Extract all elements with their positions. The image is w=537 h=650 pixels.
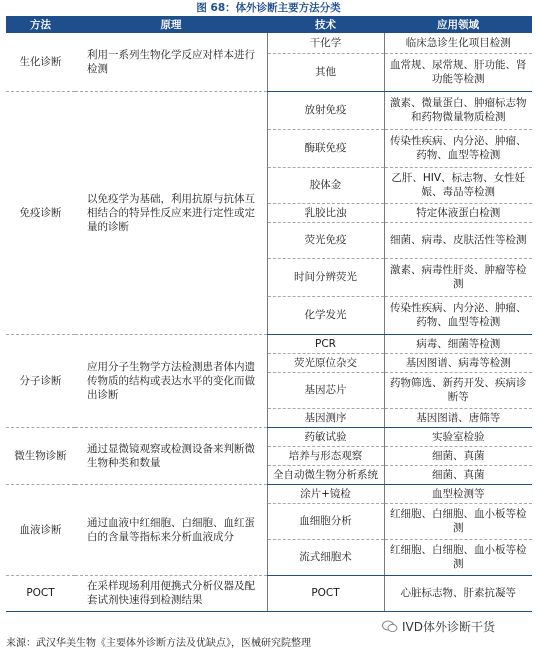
tech-cell: 胶体金 [267, 167, 384, 203]
principle-cell: 应用分子生物学方法检测患者体内遗传物质的结构或表达水平的变化而做出诊断 [75, 334, 267, 427]
method-cell: 分子诊断 [6, 334, 75, 427]
tech-cell: 全自动微生物分析系统 [267, 465, 384, 484]
tech-cell: 乳胶比浊 [267, 203, 384, 222]
application-cell: 血型检测等 [384, 484, 532, 503]
source-note: 来源：武汉华美生物《主要体外诊断方法及优缺点》，医械研究院整理 [6, 638, 311, 649]
tech-cell: 血细胞分析 [267, 503, 384, 539]
wechat-icon [382, 620, 398, 633]
method-cell: POCT [6, 575, 75, 611]
method-cell: 微生物诊断 [6, 427, 75, 484]
application-cell: 传染性疾病、内分泌、肿瘤、药物、血型等检测 [384, 129, 532, 167]
tech-cell: 酶联免疫 [267, 129, 384, 167]
application-cell: 激素、微量蛋白、肿瘤标志物和药物微量物质检测 [384, 91, 532, 129]
application-cell: 心脏标志物、肝素抗凝等 [384, 575, 532, 611]
header-application: 应用领域 [384, 17, 532, 34]
principle-cell: 以免疫学为基础，利用抗原与抗体互相结合的特异性反应来进行定性或定量的诊断 [75, 91, 267, 334]
tech-cell: 药敏试验 [267, 427, 384, 446]
tech-cell: 涂片+镜检 [267, 484, 384, 503]
table-row [6, 33, 532, 53]
application-cell: 血常规、尿常规、肝功能、肾功能等检测 [384, 53, 532, 91]
application-cell: 红细胞、白细胞、血小板等检测 [384, 503, 532, 539]
tech-cell: 荧光免疫 [267, 222, 384, 258]
application-cell: 临床急诊生化项目检测 [384, 33, 532, 53]
application-cell: 药物筛选、新药开发、疾病诊断等 [384, 372, 532, 408]
application-cell: 实验室检验 [384, 427, 532, 446]
table-row [6, 575, 532, 611]
principle-cell: 利用一系列生物化学反应对样本进行检测 [75, 33, 267, 91]
tech-cell: 放射免疫 [267, 91, 384, 129]
application-cell: 细菌、真菌 [384, 446, 532, 465]
ivd-method-table [6, 16, 532, 612]
application-cell: 激素、病毒性肝炎、肿瘤等检测 [384, 258, 532, 296]
application-cell: 基因图谱、唐筛等 [384, 408, 532, 427]
watermark-text: IVD体外诊断干货 [402, 619, 495, 634]
header-principle: 原理 [75, 17, 267, 34]
principle-cell: 通过血液中红细胞、白细胞、血红蛋白的含量等指标来分析血液成分 [75, 484, 267, 575]
principle-cell: 在采样现场利用便携式分析仪器及配套试剂快速得到检测结果 [75, 575, 267, 611]
watermark [382, 617, 532, 635]
application-cell: 乙肝、HIV、标志物、女性妊娠、毒品等检测 [384, 167, 532, 203]
tech-cell: 流式细胞术 [267, 539, 384, 575]
method-cell: 血液诊断 [6, 484, 75, 575]
header-technology: 技术 [267, 17, 384, 34]
application-cell: 红细胞、白细胞、血小板等检测 [384, 539, 532, 575]
table-row [6, 334, 532, 353]
method-cell: 生化诊断 [6, 33, 75, 91]
tech-cell: 时间分辨荧光 [267, 258, 384, 296]
tech-cell: POCT [267, 575, 384, 611]
tech-cell: 化学发光 [267, 296, 384, 334]
application-cell: 传染性疾病、内分泌、肿瘤、药物、血型等检测 [384, 296, 532, 334]
tech-cell: PCR [267, 334, 384, 353]
header-method: 方法 [6, 17, 75, 34]
tech-cell: 培养与形态观察 [267, 446, 384, 465]
table-row [6, 91, 532, 129]
application-cell: 基因图谱、病毒等检测 [384, 353, 532, 372]
tech-cell: 荧光原位杂交 [267, 353, 384, 372]
application-cell: 细菌、病毒、皮肤活性等检测 [384, 222, 532, 258]
table-title: 图 68：体外诊断主要方法分类 [196, 2, 341, 14]
tech-cell: 其他 [267, 53, 384, 91]
tech-cell: 干化学 [267, 33, 384, 53]
principle-cell: 通过显微镜观察或检测设备来判断微生物种类和数量 [75, 427, 267, 484]
table-row [6, 427, 532, 446]
tech-cell: 基因芯片 [267, 372, 384, 408]
header-row [6, 17, 532, 34]
application-cell: 病毒、细菌等检测 [384, 334, 532, 353]
application-cell: 特定体液蛋白检测 [384, 203, 532, 222]
method-cell: 免疫诊断 [6, 91, 75, 334]
table-row [6, 484, 532, 503]
tech-cell: 基因测序 [267, 408, 384, 427]
application-cell: 细菌、真菌 [384, 465, 532, 484]
